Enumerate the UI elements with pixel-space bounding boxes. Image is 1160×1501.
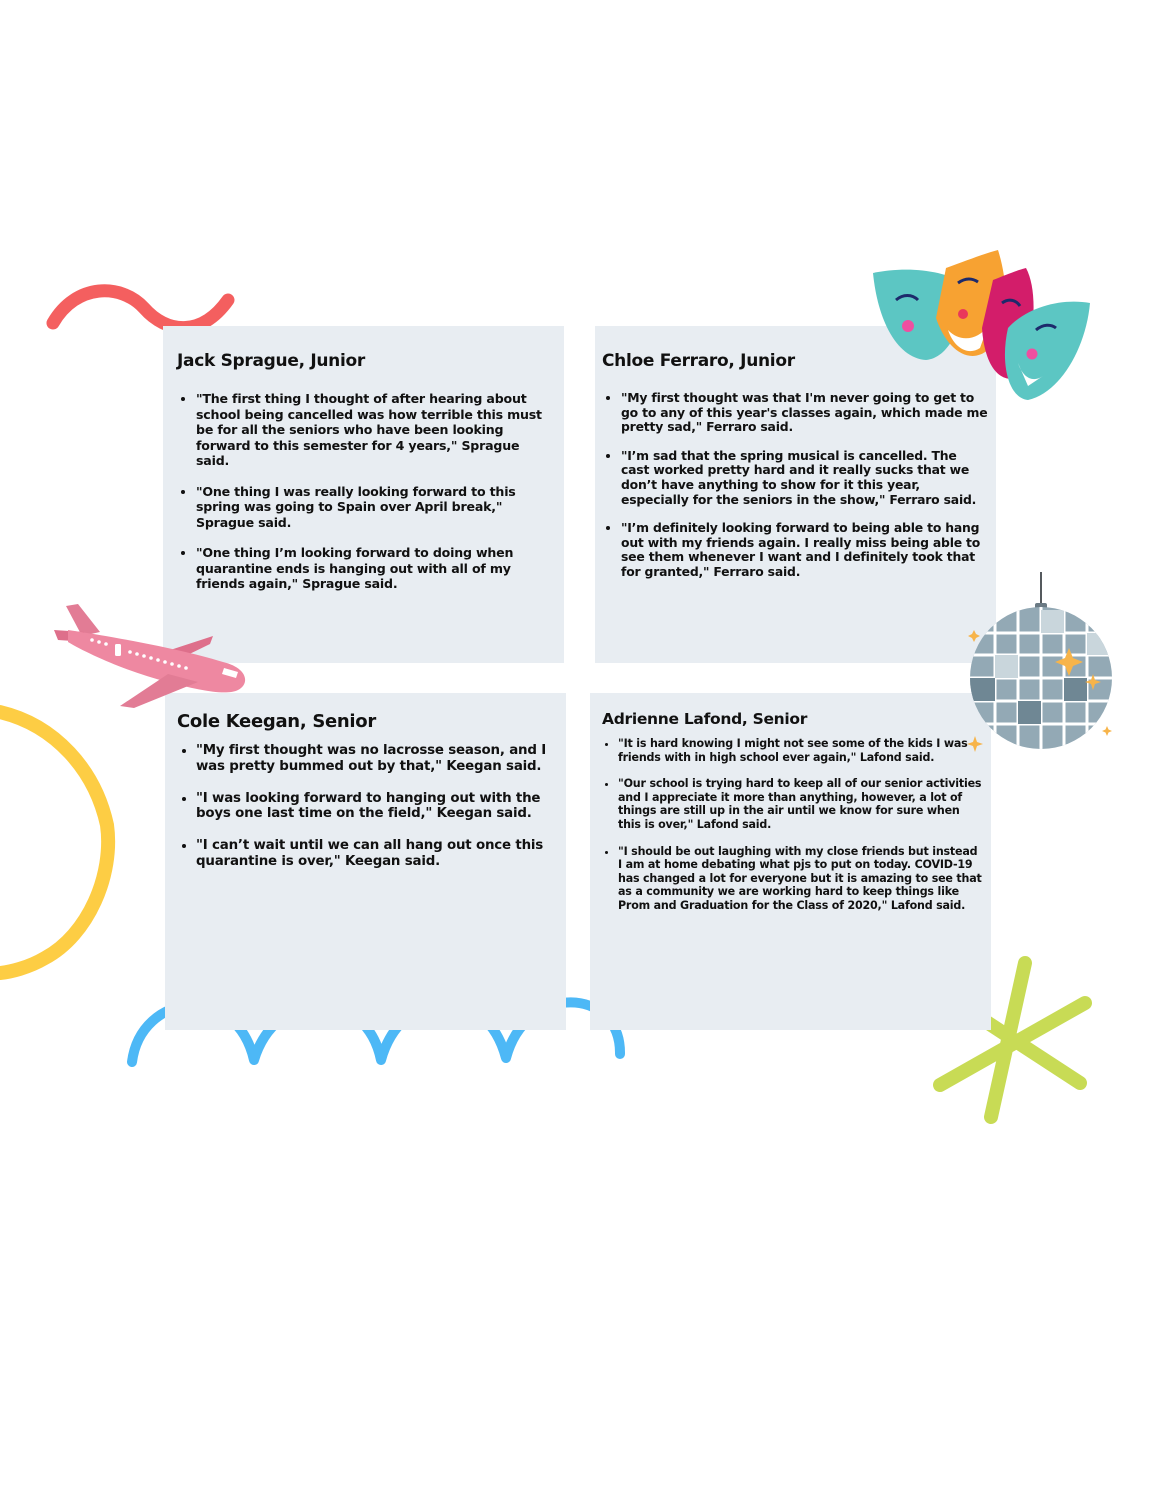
quote-list xyxy=(602,737,983,913)
quote-list xyxy=(177,743,556,870)
theater-masks-icon xyxy=(868,248,1093,406)
quote-item: • "I can’t wait until we can all hang out once this quarantine is over," Keegan said. xyxy=(196,838,556,870)
card-name: Jack Sprague, Junior xyxy=(177,351,365,371)
quote-card-cole-keegan xyxy=(165,693,566,1030)
quote-item: • "I’m definitely looking forward to being able to hang out with my friends again. I really miss being able to see them whenever I want and I definitely took that for granted," Ferraro said. xyxy=(621,521,988,579)
quote-item: • "One thing I’m looking forward to doing when quarantine ends is hanging out with all of my friends again," Sprague said. xyxy=(196,545,554,592)
disco-ball-icon xyxy=(962,570,1120,764)
card-name: Cole Keegan, Senior xyxy=(177,711,376,732)
card-name: Chloe Ferraro, Junior xyxy=(602,351,795,371)
quote-card-adrienne-lafond xyxy=(590,693,991,1030)
quote-list xyxy=(602,391,988,580)
airplane-icon xyxy=(48,602,250,714)
quote-item: • "I should be out laughing with my close friends but instead I am at home debating what pjs to put on today. COVID-19 has changed a lot for everyone but it is amazing to see that as a community we are working hard to keep things like Prom and Graduation for the Class of 2020," Lafond said. xyxy=(618,845,983,913)
yellow-ring-icon xyxy=(0,700,120,985)
card-name: Adrienne Lafond, Senior xyxy=(602,710,808,728)
quote-item: • "I’m sad that the spring musical is cancelled. The cast worked pretty hard and it really sucks that we don’t have anything to show for it this year, especially for the seniors in the show," Ferraro said. xyxy=(621,449,988,507)
quote-item: • "My first thought was that I'm never going to get to go to any of this year's classes again, which made me pretty sad," Ferraro said. xyxy=(621,391,988,435)
quote-item: • "It is hard knowing I might not see some of the kids I was friends with in high school ever again," Lafond said. xyxy=(618,737,983,764)
quote-item: • "I was looking forward to hanging out with the boys one last time on the field," Keegan said. xyxy=(196,791,556,823)
quote-item: • "Our school is trying hard to keep all of our senior activities and I appreciate it more than anything, however, a lot of things are still up in the air until we know for sure when this is over," Lafond said. xyxy=(618,777,983,831)
quote-item: • "The first thing I thought of after hearing about school being cancelled was how terrible this must be for all the seniors who have been looking forward to this semester for 4 years," Sprague said. xyxy=(196,391,554,469)
quote-item: • "One thing I was really looking forward to this spring was going to Spain over April break," Sprague said. xyxy=(196,484,554,531)
quote-list xyxy=(177,391,554,592)
quote-item: • "My first thought was no lacrosse season, and I was pretty bummed out by that," Keegan said. xyxy=(196,743,556,775)
